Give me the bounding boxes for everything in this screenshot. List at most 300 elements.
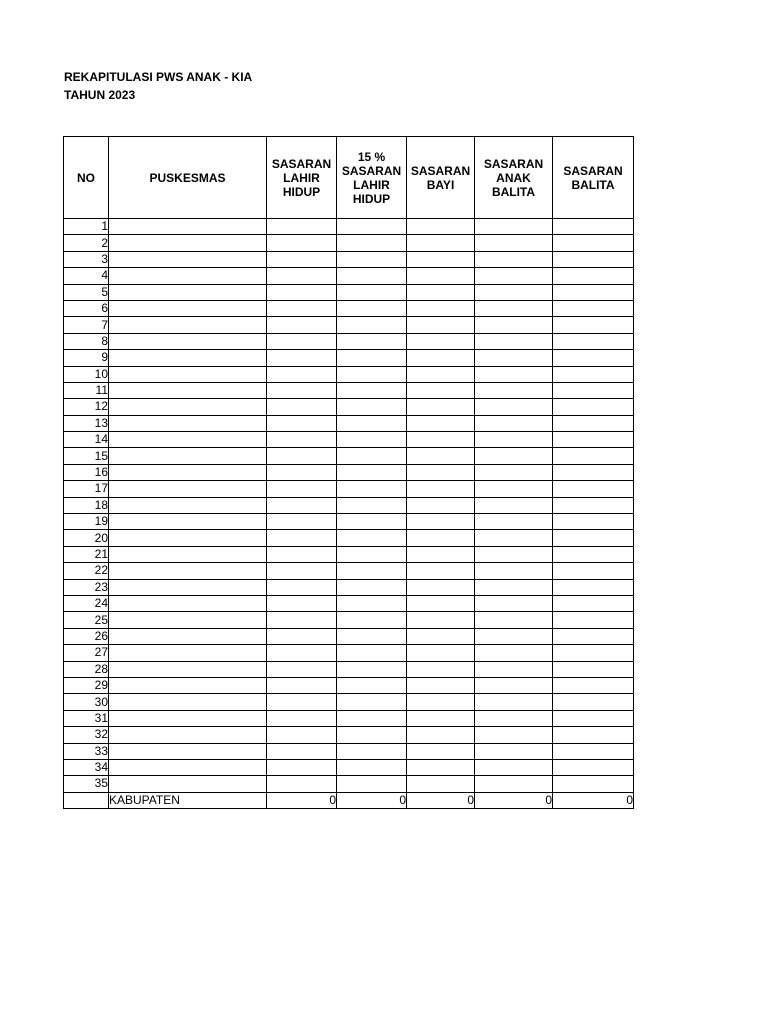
value-cell[interactable] xyxy=(337,251,407,267)
puskesmas-cell[interactable] xyxy=(109,448,267,464)
puskesmas-cell[interactable] xyxy=(109,366,267,382)
value-cell[interactable] xyxy=(553,382,634,398)
value-cell[interactable] xyxy=(337,366,407,382)
value-cell[interactable] xyxy=(553,661,634,677)
puskesmas-cell[interactable] xyxy=(109,382,267,398)
value-cell[interactable] xyxy=(407,694,475,710)
table-row xyxy=(64,514,634,530)
header-line: BALITA xyxy=(491,184,536,199)
table-row xyxy=(64,727,634,743)
value-cell[interactable] xyxy=(267,546,337,562)
puskesmas-cell[interactable] xyxy=(109,661,267,677)
value-cell[interactable] xyxy=(553,481,634,497)
table-row xyxy=(64,677,634,693)
value-cell[interactable] xyxy=(267,317,337,333)
value-cell[interactable] xyxy=(553,268,634,284)
value-cell[interactable] xyxy=(337,432,407,448)
value-cell[interactable] xyxy=(337,448,407,464)
value-cell[interactable] xyxy=(267,497,337,513)
value-cell[interactable] xyxy=(553,743,634,759)
value-cell[interactable] xyxy=(407,481,475,497)
total-value: 0 xyxy=(407,792,475,808)
value-cell[interactable] xyxy=(337,776,407,792)
table-row xyxy=(64,464,634,480)
value-cell[interactable] xyxy=(553,612,634,628)
value-cell[interactable] xyxy=(553,251,634,267)
value-cell[interactable] xyxy=(407,284,475,300)
row-number: 13 xyxy=(64,415,109,431)
value-cell[interactable] xyxy=(475,743,553,759)
value-cell[interactable] xyxy=(267,628,337,644)
header-sasaran-balita xyxy=(553,137,634,219)
value-cell[interactable] xyxy=(475,645,553,661)
row-number: 1 xyxy=(64,219,109,235)
value-cell[interactable] xyxy=(407,333,475,349)
value-cell[interactable] xyxy=(475,300,553,316)
value-cell[interactable] xyxy=(337,563,407,579)
value-cell[interactable] xyxy=(407,219,475,235)
value-cell[interactable] xyxy=(475,595,553,611)
value-cell[interactable] xyxy=(407,727,475,743)
value-cell[interactable] xyxy=(267,415,337,431)
table-row xyxy=(64,759,634,775)
value-cell[interactable] xyxy=(337,382,407,398)
value-cell[interactable] xyxy=(267,677,337,693)
header-sasaran-anak-balita xyxy=(475,137,553,219)
puskesmas-cell[interactable] xyxy=(109,317,267,333)
value-cell[interactable] xyxy=(267,743,337,759)
header-line: LAHIR xyxy=(353,177,390,192)
puskesmas-cell[interactable] xyxy=(109,284,267,300)
table-row xyxy=(64,694,634,710)
value-cell[interactable] xyxy=(553,317,634,333)
puskesmas-cell[interactable] xyxy=(109,350,267,366)
table-row xyxy=(64,317,634,333)
row-number: 5 xyxy=(64,284,109,300)
value-cell[interactable] xyxy=(337,645,407,661)
value-cell[interactable] xyxy=(337,595,407,611)
value-cell[interactable] xyxy=(267,612,337,628)
total-no-cell xyxy=(64,792,109,808)
puskesmas-cell[interactable] xyxy=(109,497,267,513)
table-row xyxy=(64,350,634,366)
value-cell[interactable] xyxy=(337,759,407,775)
header-15-persen-sasaran-lahir-hidup xyxy=(337,137,407,219)
value-cell[interactable] xyxy=(475,317,553,333)
header-line: SASARAN xyxy=(271,156,332,171)
puskesmas-cell[interactable] xyxy=(109,464,267,480)
value-cell[interactable] xyxy=(267,300,337,316)
value-cell[interactable] xyxy=(553,219,634,235)
value-cell[interactable] xyxy=(337,481,407,497)
value-cell[interactable] xyxy=(553,284,634,300)
value-cell[interactable] xyxy=(475,350,553,366)
value-cell[interactable] xyxy=(475,284,553,300)
puskesmas-cell[interactable] xyxy=(109,333,267,349)
value-cell[interactable] xyxy=(337,514,407,530)
value-cell[interactable] xyxy=(475,219,553,235)
row-number: 19 xyxy=(64,514,109,530)
value-cell[interactable] xyxy=(407,300,475,316)
value-cell[interactable] xyxy=(267,694,337,710)
table-row xyxy=(64,579,634,595)
value-cell[interactable] xyxy=(475,464,553,480)
value-cell[interactable] xyxy=(407,366,475,382)
value-cell[interactable] xyxy=(267,645,337,661)
value-cell[interactable] xyxy=(475,759,553,775)
row-number: 30 xyxy=(64,694,109,710)
value-cell[interactable] xyxy=(407,464,475,480)
value-cell[interactable] xyxy=(553,546,634,562)
puskesmas-cell[interactable] xyxy=(109,645,267,661)
table-row xyxy=(64,661,634,677)
header-line: SASARAN xyxy=(483,156,544,171)
value-cell[interactable] xyxy=(475,628,553,644)
value-cell[interactable] xyxy=(407,382,475,398)
value-cell[interactable] xyxy=(553,530,634,546)
header-line: PUSKESMAS xyxy=(149,170,226,185)
puskesmas-cell[interactable] xyxy=(109,628,267,644)
header-no xyxy=(64,137,109,219)
value-cell[interactable] xyxy=(407,563,475,579)
value-cell[interactable] xyxy=(267,350,337,366)
value-cell[interactable] xyxy=(475,612,553,628)
value-cell[interactable] xyxy=(407,317,475,333)
value-cell[interactable] xyxy=(337,350,407,366)
table-row xyxy=(64,219,634,235)
title-line-2: TAHUN 2023 xyxy=(64,88,136,102)
value-cell[interactable] xyxy=(475,432,553,448)
value-cell[interactable] xyxy=(337,415,407,431)
header-line: 15 % xyxy=(357,149,386,164)
value-cell[interactable] xyxy=(407,661,475,677)
value-cell[interactable] xyxy=(475,661,553,677)
value-cell[interactable] xyxy=(553,497,634,513)
value-cell[interactable] xyxy=(475,579,553,595)
row-number: 6 xyxy=(64,300,109,316)
value-cell[interactable] xyxy=(475,333,553,349)
header-line: NO xyxy=(77,170,95,185)
value-cell[interactable] xyxy=(337,268,407,284)
value-cell[interactable] xyxy=(553,464,634,480)
table-row xyxy=(64,251,634,267)
value-cell[interactable] xyxy=(407,497,475,513)
table-row xyxy=(64,563,634,579)
value-cell[interactable] xyxy=(553,366,634,382)
row-number: 11 xyxy=(64,382,109,398)
row-number: 34 xyxy=(64,759,109,775)
value-cell[interactable] xyxy=(407,251,475,267)
value-cell[interactable] xyxy=(337,399,407,415)
header-sasaran-lahir-hidup xyxy=(267,137,337,219)
row-number: 28 xyxy=(64,661,109,677)
row-number: 9 xyxy=(64,350,109,366)
value-cell[interactable] xyxy=(267,481,337,497)
value-cell[interactable] xyxy=(407,776,475,792)
value-cell[interactable] xyxy=(267,382,337,398)
table-row xyxy=(64,448,634,464)
row-number: 35 xyxy=(64,776,109,792)
row-number: 8 xyxy=(64,333,109,349)
value-cell[interactable] xyxy=(337,464,407,480)
puskesmas-cell[interactable] xyxy=(109,530,267,546)
value-cell[interactable] xyxy=(267,530,337,546)
puskesmas-cell[interactable] xyxy=(109,268,267,284)
row-number: 21 xyxy=(64,546,109,562)
row-number: 26 xyxy=(64,628,109,644)
value-cell[interactable] xyxy=(553,432,634,448)
value-cell[interactable] xyxy=(267,514,337,530)
value-cell[interactable] xyxy=(475,497,553,513)
value-cell[interactable] xyxy=(407,645,475,661)
puskesmas-cell[interactable] xyxy=(109,399,267,415)
table-row xyxy=(64,595,634,611)
row-number: 10 xyxy=(64,366,109,382)
value-cell[interactable] xyxy=(475,251,553,267)
value-cell[interactable] xyxy=(337,661,407,677)
value-cell[interactable] xyxy=(407,268,475,284)
table-row xyxy=(64,710,634,726)
value-cell[interactable] xyxy=(475,268,553,284)
row-number: 18 xyxy=(64,497,109,513)
value-cell[interactable] xyxy=(337,284,407,300)
value-cell[interactable] xyxy=(337,743,407,759)
row-number: 22 xyxy=(64,563,109,579)
row-number: 16 xyxy=(64,464,109,480)
value-cell[interactable] xyxy=(407,595,475,611)
value-cell[interactable] xyxy=(407,235,475,251)
value-cell[interactable] xyxy=(337,300,407,316)
value-cell[interactable] xyxy=(553,399,634,415)
value-cell[interactable] xyxy=(267,661,337,677)
value-cell[interactable] xyxy=(267,284,337,300)
value-cell[interactable] xyxy=(407,628,475,644)
value-cell[interactable] xyxy=(407,743,475,759)
table-row xyxy=(64,612,634,628)
row-number: 14 xyxy=(64,432,109,448)
value-cell[interactable] xyxy=(337,235,407,251)
table-row xyxy=(64,481,634,497)
value-cell[interactable] xyxy=(267,399,337,415)
table-row xyxy=(64,268,634,284)
table-body xyxy=(64,219,634,809)
value-cell[interactable] xyxy=(407,432,475,448)
row-number: 12 xyxy=(64,399,109,415)
title-line-1: REKAPITULASI PWS ANAK - KIA xyxy=(64,70,253,84)
value-cell[interactable] xyxy=(337,727,407,743)
header-line: SASARAN xyxy=(410,163,471,178)
value-cell[interactable] xyxy=(267,595,337,611)
row-number: 23 xyxy=(64,579,109,595)
total-value: 0 xyxy=(337,792,407,808)
total-label: KABUPATEN xyxy=(109,792,267,808)
row-number: 24 xyxy=(64,595,109,611)
value-cell[interactable] xyxy=(267,251,337,267)
value-cell[interactable] xyxy=(553,235,634,251)
total-value: 0 xyxy=(267,792,337,808)
puskesmas-cell[interactable] xyxy=(109,546,267,562)
puskesmas-cell[interactable] xyxy=(109,727,267,743)
value-cell[interactable] xyxy=(337,219,407,235)
puskesmas-cell[interactable] xyxy=(109,595,267,611)
value-cell[interactable] xyxy=(475,710,553,726)
table-row xyxy=(64,546,634,562)
value-cell[interactable] xyxy=(475,448,553,464)
row-number: 32 xyxy=(64,727,109,743)
table-row xyxy=(64,382,634,398)
puskesmas-cell[interactable] xyxy=(109,251,267,267)
value-cell[interactable] xyxy=(267,727,337,743)
value-cell[interactable] xyxy=(475,514,553,530)
value-cell[interactable] xyxy=(337,710,407,726)
value-cell[interactable] xyxy=(407,677,475,693)
value-cell[interactable] xyxy=(267,579,337,595)
value-cell[interactable] xyxy=(267,448,337,464)
header-row xyxy=(64,137,634,219)
value-cell[interactable] xyxy=(553,645,634,661)
value-cell[interactable] xyxy=(267,268,337,284)
value-cell[interactable] xyxy=(475,546,553,562)
value-cell[interactable] xyxy=(475,481,553,497)
value-cell[interactable] xyxy=(553,514,634,530)
puskesmas-cell[interactable] xyxy=(109,415,267,431)
table-row xyxy=(64,530,634,546)
puskesmas-cell[interactable] xyxy=(109,563,267,579)
table-row xyxy=(64,432,634,448)
value-cell[interactable] xyxy=(553,628,634,644)
puskesmas-cell[interactable] xyxy=(109,677,267,693)
puskesmas-cell[interactable] xyxy=(109,514,267,530)
value-cell[interactable] xyxy=(475,563,553,579)
value-cell[interactable] xyxy=(553,727,634,743)
puskesmas-cell[interactable] xyxy=(109,776,267,792)
value-cell[interactable] xyxy=(553,448,634,464)
value-cell[interactable] xyxy=(553,694,634,710)
table-row xyxy=(64,628,634,644)
value-cell[interactable] xyxy=(475,415,553,431)
value-cell[interactable] xyxy=(407,579,475,595)
value-cell[interactable] xyxy=(475,399,553,415)
recap-table xyxy=(63,136,634,809)
value-cell[interactable] xyxy=(407,530,475,546)
value-cell[interactable] xyxy=(475,235,553,251)
puskesmas-cell[interactable] xyxy=(109,694,267,710)
total-row xyxy=(64,792,634,808)
puskesmas-cell[interactable] xyxy=(109,743,267,759)
value-cell[interactable] xyxy=(337,497,407,513)
value-cell[interactable] xyxy=(475,366,553,382)
value-cell[interactable] xyxy=(407,546,475,562)
row-number: 15 xyxy=(64,448,109,464)
value-cell[interactable] xyxy=(553,710,634,726)
value-cell[interactable] xyxy=(267,710,337,726)
puskesmas-cell[interactable] xyxy=(109,235,267,251)
value-cell[interactable] xyxy=(475,530,553,546)
value-cell[interactable] xyxy=(475,727,553,743)
value-cell[interactable] xyxy=(267,219,337,235)
value-cell[interactable] xyxy=(553,563,634,579)
value-cell[interactable] xyxy=(267,563,337,579)
value-cell[interactable] xyxy=(267,333,337,349)
value-cell[interactable] xyxy=(553,415,634,431)
header-line: SASARAN xyxy=(341,163,402,178)
value-cell[interactable] xyxy=(337,333,407,349)
puskesmas-cell[interactable] xyxy=(109,710,267,726)
value-cell[interactable] xyxy=(553,579,634,595)
table-row xyxy=(64,415,634,431)
value-cell[interactable] xyxy=(407,710,475,726)
value-cell[interactable] xyxy=(337,612,407,628)
puskesmas-cell[interactable] xyxy=(109,300,267,316)
table-row xyxy=(64,645,634,661)
header-line: HIDUP xyxy=(352,191,391,206)
row-number: 17 xyxy=(64,481,109,497)
value-cell[interactable] xyxy=(553,300,634,316)
value-cell[interactable] xyxy=(267,432,337,448)
value-cell[interactable] xyxy=(337,628,407,644)
value-cell[interactable] xyxy=(337,694,407,710)
puskesmas-cell[interactable] xyxy=(109,481,267,497)
value-cell[interactable] xyxy=(475,776,553,792)
puskesmas-cell[interactable] xyxy=(109,579,267,595)
header-line: HIDUP xyxy=(282,184,321,199)
row-number: 27 xyxy=(64,645,109,661)
value-cell[interactable] xyxy=(267,235,337,251)
puskesmas-cell[interactable] xyxy=(109,432,267,448)
value-cell[interactable] xyxy=(337,317,407,333)
value-cell[interactable] xyxy=(267,366,337,382)
value-cell[interactable] xyxy=(553,759,634,775)
row-number: 20 xyxy=(64,530,109,546)
header-sasaran-bayi xyxy=(407,137,475,219)
value-cell[interactable] xyxy=(553,677,634,693)
row-number: 29 xyxy=(64,677,109,693)
total-value: 0 xyxy=(475,792,553,808)
value-cell[interactable] xyxy=(475,382,553,398)
table-row xyxy=(64,743,634,759)
header-line: BALITA xyxy=(571,177,615,192)
value-cell[interactable] xyxy=(267,759,337,775)
value-cell[interactable] xyxy=(407,399,475,415)
row-number: 4 xyxy=(64,268,109,284)
value-cell[interactable] xyxy=(475,694,553,710)
puskesmas-cell[interactable] xyxy=(109,612,267,628)
value-cell[interactable] xyxy=(407,612,475,628)
puskesmas-cell[interactable] xyxy=(109,219,267,235)
value-cell[interactable] xyxy=(553,595,634,611)
value-cell[interactable] xyxy=(475,677,553,693)
value-cell[interactable] xyxy=(407,350,475,366)
table-row xyxy=(64,333,634,349)
value-cell[interactable] xyxy=(337,530,407,546)
value-cell[interactable] xyxy=(407,448,475,464)
value-cell[interactable] xyxy=(267,776,337,792)
header-line: SASARAN xyxy=(563,163,623,178)
table-row xyxy=(64,366,634,382)
value-cell[interactable] xyxy=(337,677,407,693)
value-cell[interactable] xyxy=(407,759,475,775)
value-cell[interactable] xyxy=(407,415,475,431)
value-cell[interactable] xyxy=(337,579,407,595)
value-cell[interactable] xyxy=(337,546,407,562)
value-cell[interactable] xyxy=(407,514,475,530)
header-puskesmas xyxy=(109,137,267,219)
value-cell[interactable] xyxy=(553,776,634,792)
value-cell[interactable] xyxy=(553,350,634,366)
puskesmas-cell[interactable] xyxy=(109,759,267,775)
value-cell[interactable] xyxy=(553,333,634,349)
value-cell[interactable] xyxy=(267,464,337,480)
